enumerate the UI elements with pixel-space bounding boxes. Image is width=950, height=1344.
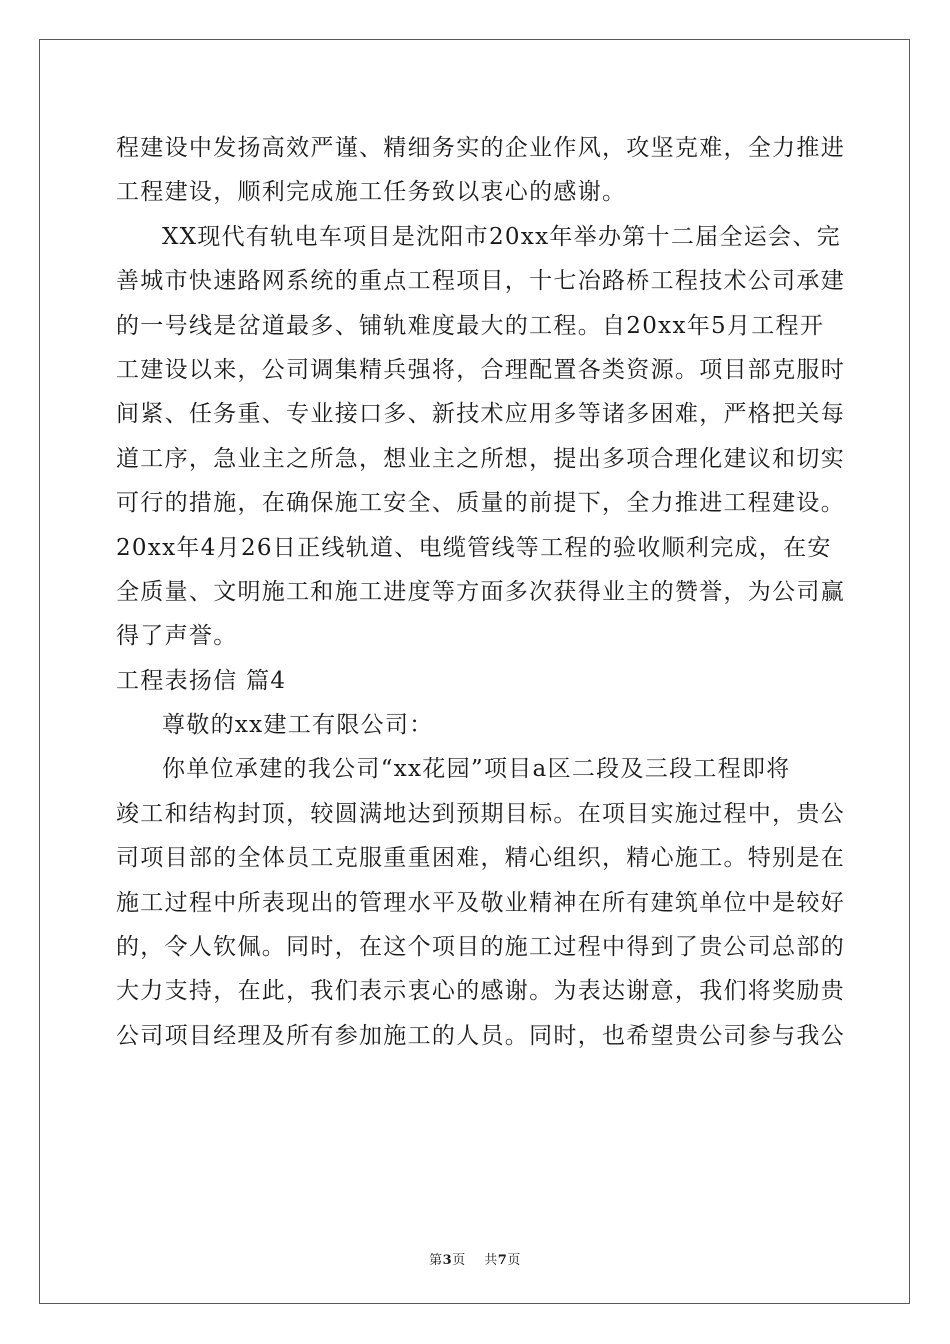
page-suffix: 页 [452, 1253, 466, 1268]
paragraph-line: 得了声誉。 [116, 623, 238, 650]
paragraph-line: 程建设中发扬高效严谨、精细务实的企业作风，攻坚克难，全力推进 [116, 135, 845, 161]
paragraph-line: 工建设以来，公司调集精兵强将，合理配置各类资源。项目部克服时 [116, 356, 845, 383]
document-body [116, 126, 845, 1058]
page-footer [0, 1249, 950, 1268]
paragraph-line: 的，令人钦佩。同时，在这个项目的施工过程中得到了贵公司总部的 [116, 934, 845, 961]
paragraph-line: 可行的措施，在确保施工安全、质量的前提下，全力推进工程建设。 [116, 490, 845, 517]
total-prefix: 共 [484, 1253, 498, 1268]
salutation: 尊敬的xx建工有限公司： [162, 712, 434, 739]
paragraph-line: 大力支持，在此，我们表示衷心的感谢。为表达谢意，我们将奖励贵 [116, 978, 845, 1005]
paragraph-line: 你单位承建的我公司“xx花园”项目a区二段及三段工程即将 [162, 756, 791, 783]
page-prefix: 第 [429, 1253, 443, 1268]
section-heading: 工程表扬信 篇4 [116, 667, 287, 694]
paragraph-line: 施工过程中所表现出的管理水平及敬业精神在所有建筑单位中是较好 [116, 889, 845, 916]
paragraph-line: 间紧、任务重、专业接口多、新技术应用多等诸多困难，严格把关每 [116, 401, 845, 428]
paragraph-line: XX现代有轨电车项目是沈阳市20xx年举办第十二届全运会、完 [162, 223, 841, 250]
paragraph-line: 的一号线是岔道最多、铺轨难度最大的工程。自20xx年5月工程开 [116, 312, 825, 339]
paragraph-line: 善城市快速路网系统的重点工程项目，十七冶路桥工程技术公司承建 [116, 268, 845, 295]
page-number: 3 [442, 1253, 453, 1268]
paragraph-line: 竣工和结构封顶，较圆满地达到预期目标。在项目实施过程中，贵公 [116, 800, 845, 827]
paragraph-line: 20xx年4月26日正线轨道、电缆管线等工程的验收顺利完成，在安 [116, 534, 832, 561]
paragraph-line: 全质量、文明施工和施工进度等方面多次获得业主的赞誉，为公司赢 [116, 578, 845, 605]
paragraph-line: 工程建设，顺利完成施工任务致以衷心的感谢。 [116, 179, 627, 206]
total-pages: 7 [497, 1253, 508, 1268]
paragraph-line: 道工序，急业主之所急，想业主之所想，提出多项合理化建议和切实 [116, 445, 845, 472]
paragraph-line: 司项目部的全体员工克服重重困难，精心组织，精心施工。特别是在 [116, 845, 845, 872]
paragraph-line: 公司项目经理及所有参加施工的人员。同时，也希望贵公司参与我公 [116, 1022, 845, 1049]
total-suffix: 页 [507, 1253, 521, 1268]
